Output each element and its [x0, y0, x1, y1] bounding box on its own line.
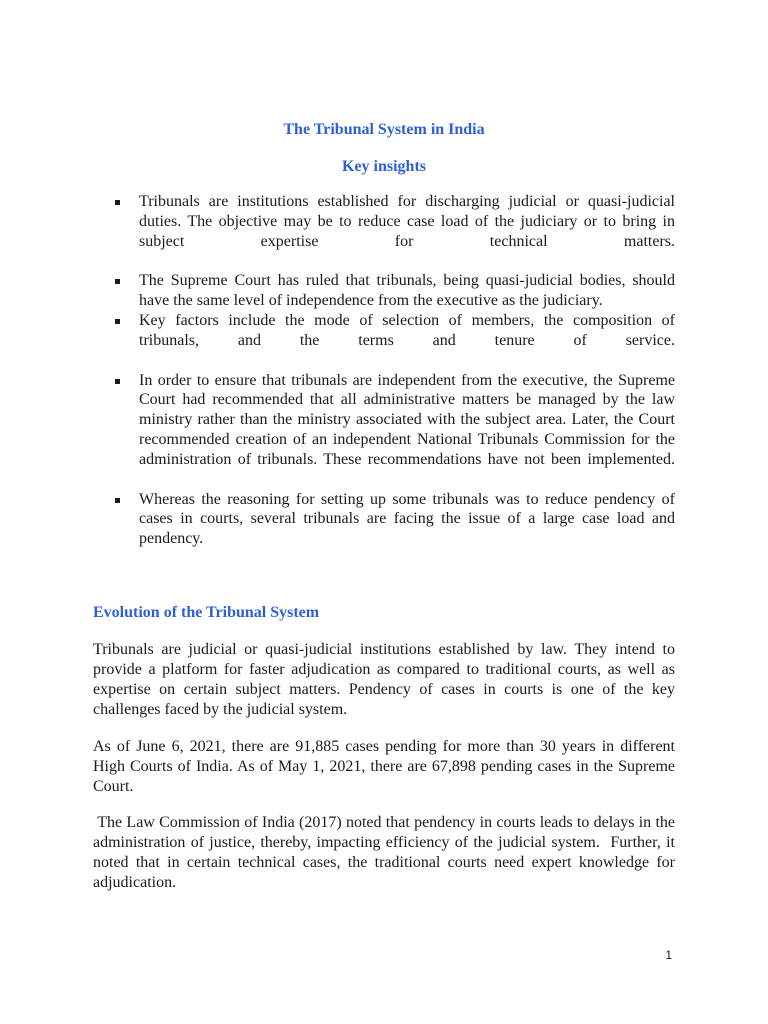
list-item-text: The Supreme Court has ruled that tribunals, being quasi-judicial bodies, should have the same level of independence from the executive as the judiciary. — [139, 272, 675, 310]
list-item-text: Tribunals are institutions established for discharging judicial or quasi-judicial duties. The objective may be to reduce case load of the judiciary or to bring in subject expertise for technical matters. — [139, 193, 675, 250]
square-bullet-icon — [115, 379, 120, 384]
document-title: The Tribunal System in India — [283, 121, 485, 138]
square-bullet-icon — [115, 319, 120, 324]
square-bullet-icon — [115, 498, 120, 503]
list-item — [115, 311, 675, 351]
list-item-text: Key factors include the mode of selection of members, the composition of tribunals, and the terms and tenure of service. — [139, 311, 675, 349]
page-number: 1 — [665, 948, 672, 962]
section-heading: Evolution of the Tribunal System — [93, 604, 320, 621]
list-item — [115, 490, 675, 549]
list-item — [115, 371, 675, 470]
list-item-text: Whereas the reasoning for setting up some tribunals was to reduce pendency of cases in courts, several tribunals are facing the issue of a large case load and pendency. — [139, 490, 675, 548]
list-item — [115, 271, 675, 311]
key-insights-list — [115, 192, 675, 549]
list-item — [115, 192, 675, 251]
body-paragraph: The Law Commission of India (2017) noted that pendency in courts leads to delays in the administration of justice, thereby, impacting efficiency of the judicial system. Further, it noted that in certain technical cases, the traditional courts need expert knowledge for adjudication. — [93, 814, 680, 891]
body-paragraph: As of June 6, 2021, there are 91,885 cases pending for more than 30 years in different High Courts of India. As of May 1, 2021, there are 67,898 pending cases in the Supreme Court. — [93, 738, 675, 795]
square-bullet-icon — [115, 200, 120, 205]
square-bullet-icon — [115, 279, 120, 284]
body-paragraph: Tribunals are judicial or quasi-judicial institutions established by law. They intend to provide a platform for faster adjudication as compared to traditional courts, as well as expertise on certain subject matters. Pendency of cases in courts is one of the key challenges faced by the judicial system. — [93, 641, 675, 718]
document-subtitle: Key insights — [341, 158, 426, 175]
list-item-text: In order to ensure that tribunals are independent from the executive, the Supreme Court had recommended that all administrative matters be managed by the law ministry rather than the ministry associated with the subject area. Later, the Court recommended creation of an independent National Tribunals Commission for the administration of tribunals. These recommendations have not been implemented. — [139, 371, 675, 468]
